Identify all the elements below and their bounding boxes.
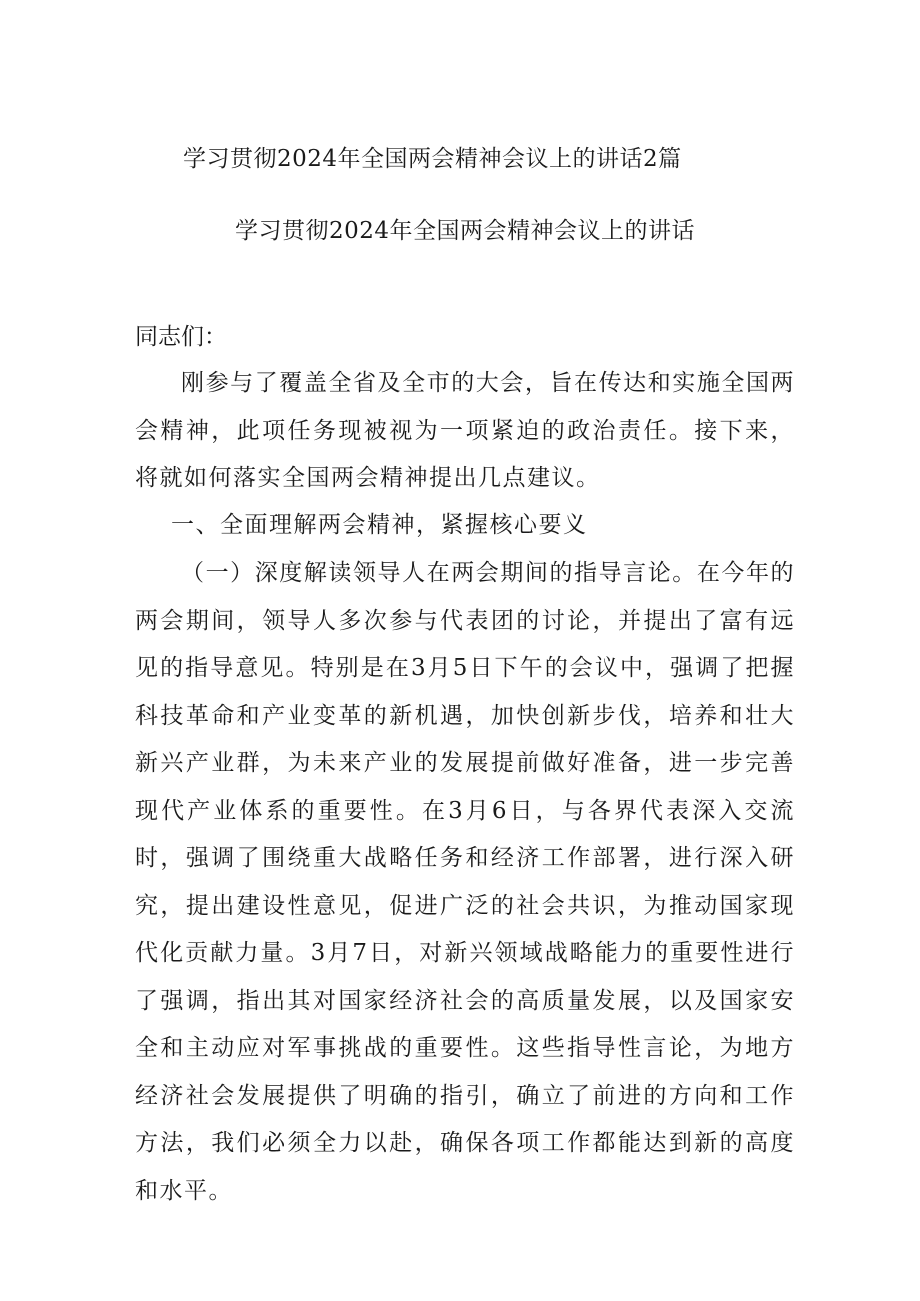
intro-paragraph: 刚参与了覆盖全省及全市的大会，旨在传达和实施全国两会精神，此项任务现被视为一项紧迫的政治责任。接下来，将就如何落实全国两会精神提出几点建议。 [135, 370, 795, 491]
section-heading: 一、全面理解两会精神，紧握核心要义 [171, 512, 588, 538]
document-title: 学习贯彻2024年全国两会精神会议上的讲话2篇 [183, 146, 682, 172]
salutation: 同志们： [135, 324, 227, 350]
section-paragraph: （一）深度解读领导人在两会期间的指导言论。在今年的两会期间，领导人多次参与代表团的讨论，并提出了富有远见的指导意见。特别是在3月5日下午的会议中，强调了把握科技革命和产业变革的新机遇，加快创新步伐，培养和壮大新兴产业群，为未来产业的发展提前做好准备，进一步完善现代产业体系的重要性。在3月6日，与各界代表深入交流时，强调了围绕重大战略任务和经济工作部署，进行深入研究，提出建设性意见，促进广泛的社会共识，为推动国家现代化贡献力量。3月7日，对新兴领域战略能力的重要性进行了强调，指出其对国家经济社会的高质量发展，以及国家安全和主动应对军事挑战的重要性。这些指导性言论，为地方经济社会发展提供了明确的指引，确立了前进的方向和工作方法，我们必须全力以赴，确保各项工作都能达到新的高度和水平。 [135, 560, 795, 1204]
document-subtitle: 学习贯彻2024年全国两会精神会议上的讲话 [235, 218, 696, 244]
